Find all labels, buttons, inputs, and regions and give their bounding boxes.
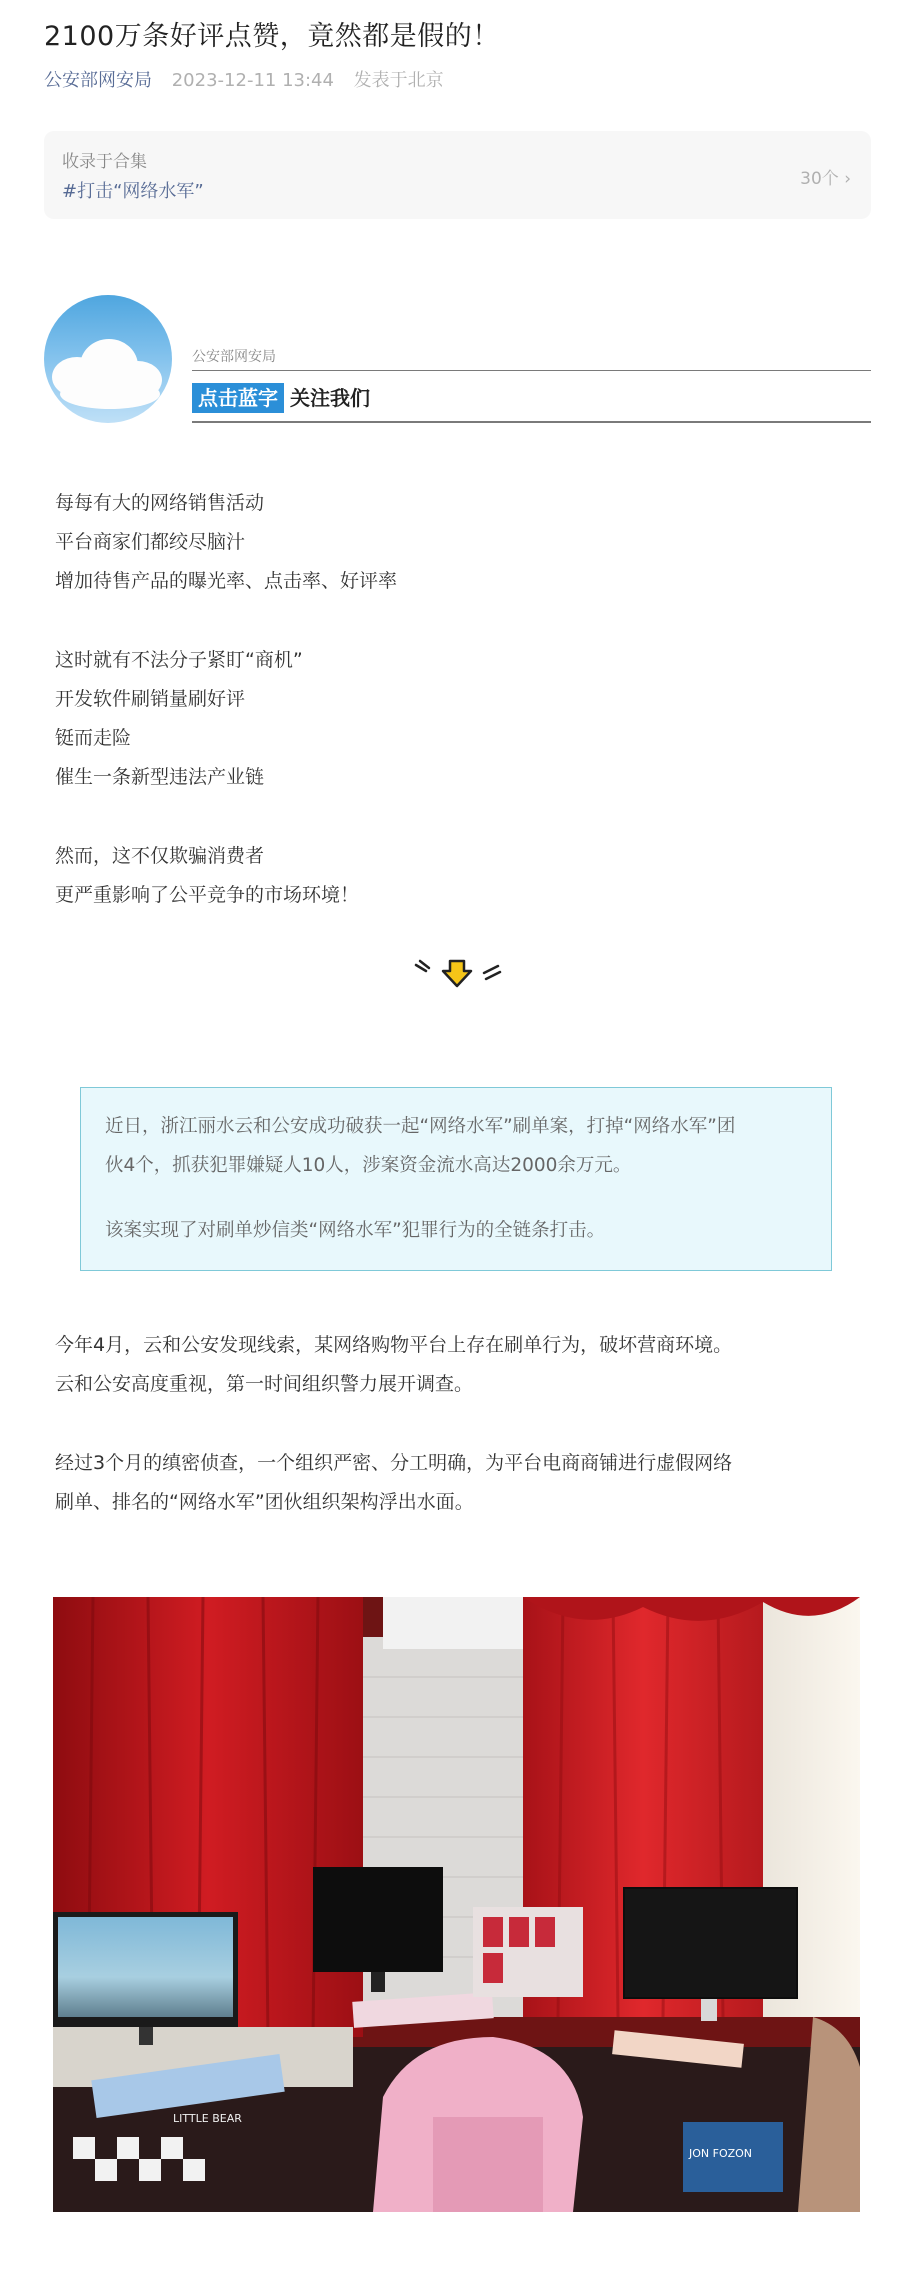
- follow-account-name: 公安部网安局: [192, 349, 276, 365]
- article-meta: [44, 66, 444, 92]
- intro-line: 开发软件刷销量刷好评: [55, 688, 246, 710]
- publish-date: 2023-12-11 13:44: [171, 70, 334, 91]
- quote-line: 伙4个，抓获犯罪嫌疑人10人，涉案资金流水高达2000余万元。: [105, 1155, 632, 1176]
- case-summary-box: [80, 1087, 832, 1271]
- intro-line: 每每有大的网络销售活动: [55, 492, 265, 514]
- workstation-photo-illustration: [53, 1597, 860, 2212]
- quote-line: 该案实现了对刷单炒信类“网络水军”犯罪行为的全链条打击。: [105, 1220, 606, 1241]
- follow-banner[interactable]: [192, 382, 370, 412]
- box-label: JON FOZON: [689, 2147, 753, 2160]
- collection-tag[interactable]: #打击“网络水军”: [62, 181, 204, 202]
- intro-line: 平台商家们都绞尽脑汁: [55, 531, 246, 553]
- intro-line: 这时就有不法分子紧盯“商机”: [55, 649, 303, 671]
- account-avatar: [44, 295, 172, 423]
- body-line: 经过3个月的缜密侦查，一个组织严密、分工明确，为平台电商商铺进行虚假网络: [55, 1452, 733, 1474]
- collection-count[interactable]: 30个 ›: [800, 169, 851, 189]
- intro-line: 增加待售产品的曝光率、点击率、好评率: [55, 570, 398, 592]
- body-line: 今年4月，云和公安发现线索，某网络购物平台上存在刷单行为，破坏营商环境。: [55, 1334, 733, 1356]
- collection-label: 收录于合集: [62, 152, 147, 172]
- collection-card[interactable]: [44, 131, 871, 219]
- follow-divider-top: [192, 370, 871, 371]
- body-line: 刷单、排名的“网络水军”团伙组织架构浮出水面。: [55, 1491, 474, 1513]
- account-name-link[interactable]: 公安部网安局: [44, 70, 152, 91]
- intro-line: 然而，这不仅欺骗消费者: [55, 845, 265, 867]
- mat-label: LITTLE BEAR: [173, 2112, 242, 2125]
- quote-line: 近日，浙江丽水云和公安成功破获一起“网络水军”刷单案，打掉“网络水军”团: [105, 1116, 736, 1137]
- intro-line: 更严重影响了公平竞争的市场环境！: [55, 884, 360, 906]
- article-photo[interactable]: [53, 1597, 860, 2212]
- article-title: 2100万条好评点赞，竟然都是假的！: [44, 21, 500, 52]
- body-line: 云和公安高度重视，第一时间组织警力展开调查。: [55, 1373, 474, 1395]
- down-arrow-icon: [412, 957, 502, 991]
- follow-text: 关注我们: [290, 386, 370, 410]
- publish-location: 发表于北京: [353, 70, 444, 91]
- intro-line: 催生一条新型违法产业链: [55, 766, 265, 788]
- follow-highlight: 点击蓝字: [192, 383, 284, 413]
- intro-line: 铤而走险: [55, 727, 132, 749]
- follow-divider-bottom: [192, 421, 871, 423]
